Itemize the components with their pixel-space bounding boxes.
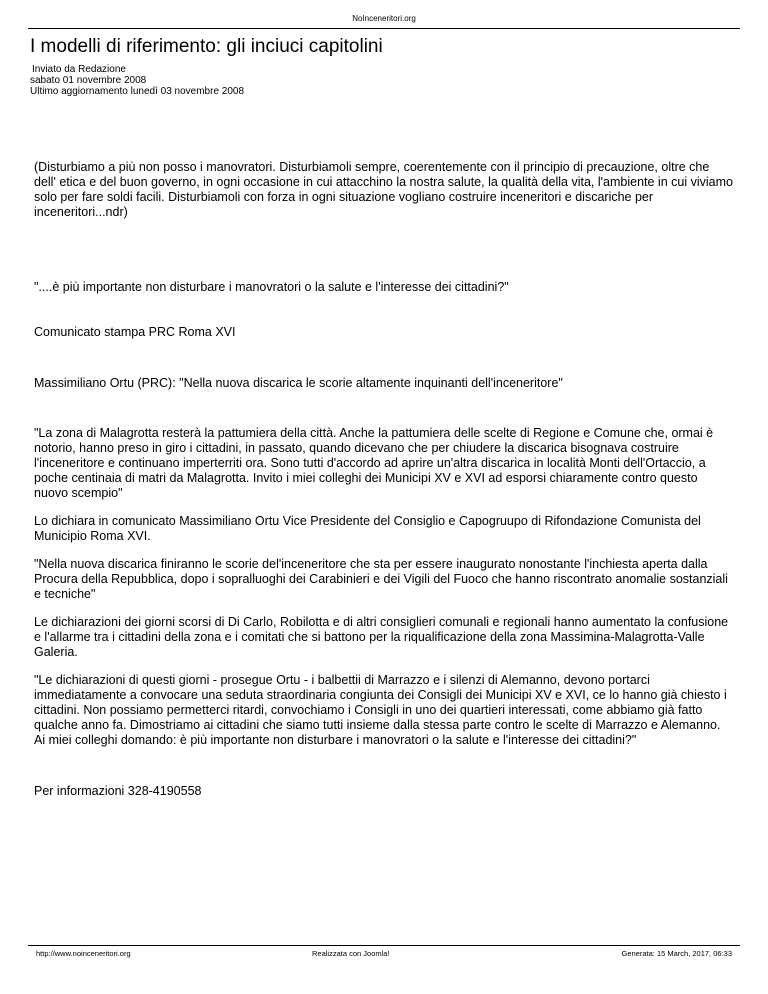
author-line: Inviato da Redazione: [32, 64, 126, 75]
paragraph-quote-question: "....è più importante non disturbare i manovratori o la salute e l'interesse dei cittadini?": [34, 280, 509, 294]
article-body: [34, 160, 734, 799]
updated-date: Ultimo aggiornamento lunedì 03 novembre 2008: [30, 86, 245, 97]
paragraph-scorie: "Nella nuova discarica finiranno le scorie del'inceneritore che sta per essere inaugurato nonostante l'inchiesta aperta dalla Procura della Repubblica, dopo i sopralluoghi dei Carabinieri e dei Vigili del Fuoco che hanno riscontrato anomalie sostanziali e tecniche": [34, 557, 728, 601]
footer-divider: [28, 945, 740, 946]
paragraph-declaration: Lo dichiara in comunicato Massimiliano Ortu Vice Presidente del Consiglio e Capogruupo di Rifondazione Comunista del Municipio Roma XVI.: [34, 514, 701, 543]
paragraph-headline: Massimiliano Ortu (PRC): "Nella nuova discarica le scorie altamente inquinanti dell'inceneritore": [34, 376, 563, 390]
footer-url[interactable]: http://www.noinceneritori.org: [36, 949, 131, 958]
paragraph-editor-note: (Disturbiamo a più non posso i manovratori. Disturbiamoli sempre, coerentemente con il principio di precauzione, oltre che dell' etica e del buon governo, in ogni occasione in cui attacchino la nostra salute, la qualità della vita, l'ambiente in cui viviamo solo per fare soldi facili. Disturbiamoli con forza in ogni situazione vogliano costruire inceneritori e discariche per inceneritori...ndr): [34, 160, 733, 219]
paragraph-ortu-statement: "Le dichiarazioni di questi giorni - prosegue Ortu - i balbettii di Marrazzo e i silenzi di Alemanno, devono portarci immediatamente a convocare una seduta straordinaria congiunta dei Consigli dei Municipi XV e XVI, ce lo hanno già chiesto i cittadini. Non possiamo permetterci ritardi, convochiamo i Consigli in uno dei quartieri interessati, come abbiamo già fatto qualche anno fa. Dimostriamo ai cittadini che siamo tutti insieme dalla stessa parte contro le scelte di Marrazzo e Alemanno. Ai miei colleghi domando: è più importante non disturbare i manovratori o la salute e l'interesse dei cittadini?": [34, 673, 727, 747]
header-divider: [28, 28, 740, 29]
site-name-header: NoInceneritori.org: [352, 14, 416, 23]
article-title: I modelli di riferimento: gli inciuci capitolini: [30, 36, 383, 57]
paragraph-malagrotta: "La zona di Malagrotta resterà la pattumiera della città. Anche la pattumiera delle scelte di Regione e Comune che, ormai è notorio, hanno preso in giro i cittadini, in passato, quando dicevano che per chiudere la discarica bisognava costruire l'inceneritore e continuano imperterriti ora. Sono tutti d'accordo ad aprire un'altra discarica in località Monti dell'Ortaccio, a poche centinaia di matri da Malagrotta. Invito i miei colleghi dei Municipi XV e XVI ad esporsi chiaramente contro questo nuovo scempio": [34, 426, 714, 500]
footer-credit: Realizzata con Joomla!: [312, 949, 390, 958]
paragraph-confusion: Le dichiarazioni dei giorni scorsi di Di Carlo, Robilotta e di altri consiglieri comunali e regionali hanno aumentato la confusione e l'allarme tra i cittadini della zona e i comitati che si battono per la riqualificazione della zona Massimina-Malagrotta-Valle Galeria.: [34, 615, 729, 659]
footer-generated-date: Generata: 15 March, 2017, 06:33: [621, 949, 732, 958]
article-meta: [30, 64, 244, 97]
publish-date: sabato 01 novembre 2008: [30, 75, 147, 86]
paragraph-press-release: Comunicato stampa PRC Roma XVI: [34, 325, 236, 339]
paragraph-contact-info: Per informazioni 328-4190558: [34, 784, 202, 798]
